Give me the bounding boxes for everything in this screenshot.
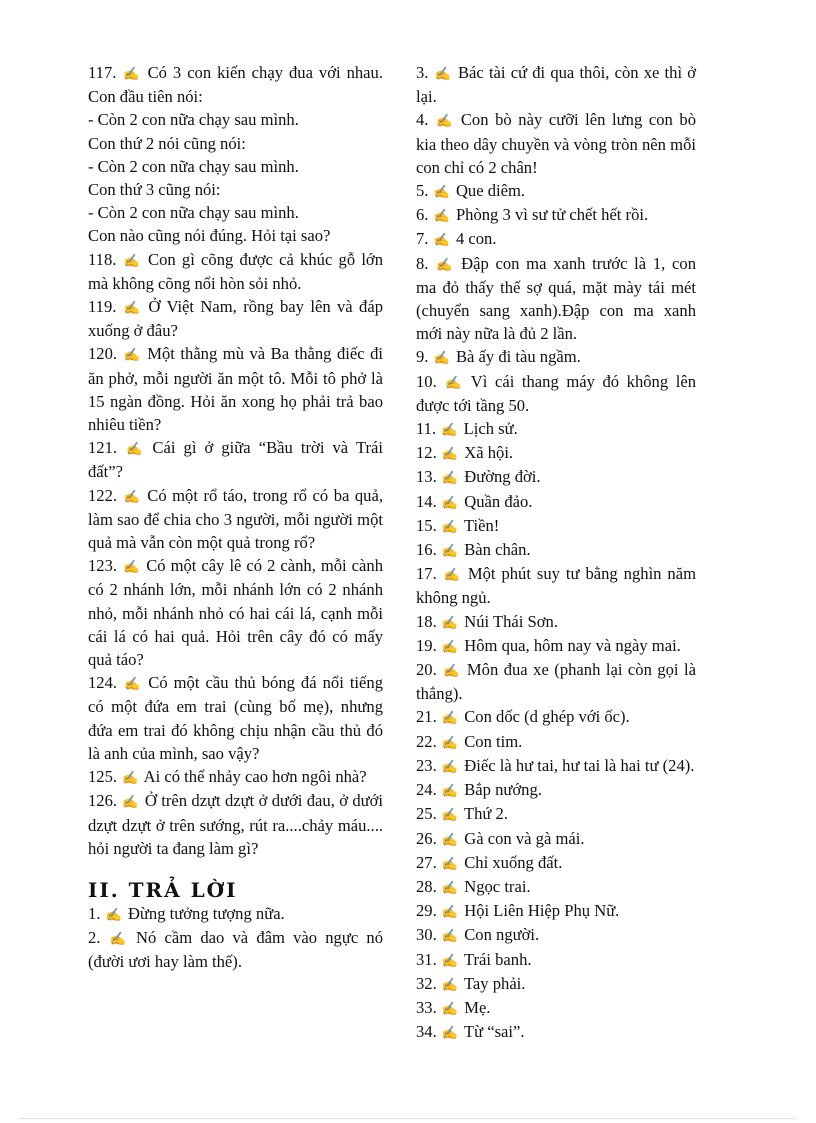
- item-number: 24.: [416, 780, 441, 800]
- item-text: Đập con ma xanh trước là 1, con ma đỏ thấy thế sợ quá, mặt mày tái mét (chuyển sang xanh).Đập con ma xanh mới này nữa là đủ 2 lần.: [416, 253, 697, 344]
- item-number: 3.: [416, 63, 434, 82]
- item-number: 5.: [416, 181, 433, 201]
- item-number: 31.: [416, 949, 441, 969]
- writing-hand-icon: ✍: [441, 904, 459, 920]
- question-list: [88, 61, 383, 860]
- item-text: Ở trên dzựt dzựt ở dưới đau, ở dưới dzựt dzựt ở trên sướng, rút ra....chảy máu.... hỏi người ta đang làm gì?: [88, 791, 383, 858]
- item-number: 29.: [416, 901, 441, 921]
- item-number: 20.: [416, 660, 443, 680]
- answer-item: [416, 827, 696, 851]
- item-text: Con người.: [464, 925, 540, 945]
- item-text: Ai có thể nhảy cao hơn ngôi nhà?: [143, 767, 367, 787]
- item-text: - Còn 2 con nữa chạy sau mình.: [88, 110, 299, 130]
- answer-item: [416, 417, 696, 441]
- question-item: [88, 155, 383, 178]
- item-number: 15.: [416, 515, 441, 535]
- question-item: [88, 765, 383, 789]
- writing-hand-icon: ✍: [443, 567, 460, 583]
- item-number: 12.: [416, 443, 441, 463]
- writing-hand-icon: ✍: [441, 422, 458, 438]
- item-text: Lịch sử.: [463, 419, 518, 439]
- answer-item: [416, 899, 696, 923]
- answer-item: [416, 778, 696, 802]
- question-item: [88, 484, 383, 555]
- writing-hand-icon: ✍: [441, 952, 459, 968]
- writing-hand-icon: ✍: [441, 758, 459, 774]
- writing-hand-icon: ✍: [441, 543, 459, 559]
- question-item: [88, 554, 383, 671]
- item-text: Ở Việt Nam, rồng bay lên và đáp xuống ở đâu?: [88, 297, 383, 341]
- answer-item: [416, 923, 696, 947]
- item-text: Nó cầm dao và đâm vào ngực nó (đười ươi hay làm thế).: [88, 928, 383, 972]
- item-text: Đường đời.: [464, 467, 541, 487]
- item-text: - Còn 2 con nữa chạy sau mình.: [88, 156, 299, 176]
- question-item: [88, 132, 383, 155]
- item-text: Gà con và gà mái.: [464, 828, 585, 848]
- writing-hand-icon: ✍: [433, 208, 450, 224]
- writing-hand-icon: ✍: [123, 300, 140, 316]
- answer-item: [416, 441, 696, 465]
- item-number: 9.: [416, 347, 433, 367]
- item-number: 122.: [88, 485, 123, 505]
- item-number: 125.: [88, 767, 122, 787]
- answer-item: [416, 345, 696, 369]
- writing-hand-icon: ✍: [126, 441, 143, 457]
- item-text: Có một rổ táo, trong rổ có ba quả, làm sao để chia cho 3 người, mỗi người một quả mà vẫn còn một quả trong rổ?: [88, 485, 383, 553]
- item-number: 22.: [416, 731, 441, 751]
- item-text: Xã hội.: [464, 443, 514, 463]
- item-number: 10.: [416, 371, 445, 391]
- writing-hand-icon: ✍: [441, 494, 459, 510]
- item-number: 30.: [416, 925, 441, 945]
- left-column: [88, 61, 383, 974]
- item-number: 26.: [416, 828, 441, 848]
- item-text: Hội Liên Hiệp Phụ Nữ.: [464, 901, 620, 921]
- item-text: Mẹ.: [464, 997, 491, 1017]
- item-number: 13.: [416, 467, 441, 487]
- writing-hand-icon: ✍: [433, 350, 450, 366]
- section-heading: II. TRẢ LỜI: [88, 877, 238, 902]
- writing-hand-icon: ✍: [441, 446, 459, 462]
- item-number: 119.: [88, 297, 123, 317]
- writing-hand-icon: ✍: [441, 879, 459, 895]
- writing-hand-icon: ✍: [441, 783, 459, 799]
- writing-hand-icon: ✍: [441, 734, 459, 750]
- answer-item: [416, 252, 696, 346]
- answer-item: [416, 108, 696, 179]
- item-text: Bàn chân.: [464, 540, 531, 560]
- item-number: 1.: [88, 903, 105, 923]
- writing-hand-icon: ✍: [441, 807, 459, 823]
- answer-item: [416, 538, 696, 562]
- item-text: Bác tài cứ đi qua thôi, còn xe thì ở lại.: [416, 63, 696, 107]
- writing-hand-icon: ✍: [443, 663, 460, 679]
- writing-hand-icon: ✍: [441, 928, 459, 944]
- question-item: [88, 178, 383, 201]
- writing-hand-icon: ✍: [441, 1025, 459, 1041]
- item-text: Ngọc trai.: [464, 876, 531, 896]
- item-text: Vì cái thang máy đó không lên được tới tầng 50.: [416, 371, 696, 415]
- page-bottom-rule: [20, 1118, 796, 1119]
- item-text: Núi Thái Sơn.: [464, 611, 558, 631]
- answer-item: [416, 179, 696, 203]
- item-text: Thứ 2.: [463, 804, 508, 824]
- item-text: Que diêm.: [455, 181, 526, 201]
- answer-item: [416, 514, 696, 538]
- item-text: Trái banh.: [463, 949, 532, 969]
- writing-hand-icon: ✍: [123, 66, 140, 81]
- writing-hand-icon: ✍: [433, 184, 450, 200]
- item-text: Có một cầu thủ bóng đá nổi tiếng có một đứa em trai (cùng bố mẹ), nhưng đứa em trai đó không chịu nhận cầu thủ đó là anh của mình, sao vậy?: [88, 673, 383, 763]
- item-text: Đừng tưởng tượng nữa.: [127, 903, 285, 923]
- item-text: Từ “sai”.: [463, 1022, 525, 1042]
- writing-hand-icon: ✍: [123, 252, 140, 268]
- writing-hand-icon: ✍: [441, 976, 459, 992]
- question-item: [88, 789, 383, 860]
- item-number: 14.: [416, 491, 441, 511]
- writing-hand-icon: ✍: [445, 374, 462, 390]
- item-number: 18.: [416, 611, 441, 631]
- item-text: Quần đảo.: [464, 491, 533, 511]
- item-text: Con nào cũng nói đúng. Hỏi tại sao?: [88, 226, 331, 246]
- item-text: Cái gì ở giữa “Bầu trời và Trái đất”?: [88, 438, 384, 482]
- answer-item: [88, 902, 383, 926]
- answer-item: [416, 851, 696, 875]
- answer-item: [416, 1020, 696, 1044]
- writing-hand-icon: ✍: [123, 347, 140, 363]
- answer-item: [416, 754, 696, 778]
- answer-item: [416, 705, 696, 729]
- item-text: Chỉ xuống đất.: [464, 852, 563, 872]
- writing-hand-icon: ✍: [123, 488, 140, 504]
- item-number: 6.: [416, 205, 433, 225]
- answer-item: [416, 802, 696, 826]
- item-text: Con tim.: [464, 731, 523, 751]
- item-text: Có 3 con kiến chạy đua với nhau. Con đầu tiên nói:: [88, 63, 383, 107]
- question-item: [88, 248, 383, 295]
- item-number: 118.: [88, 249, 123, 269]
- writing-hand-icon: ✍: [441, 855, 459, 871]
- item-number: 21.: [416, 707, 441, 727]
- answer-list: [416, 61, 696, 1044]
- item-number: 7.: [416, 229, 433, 249]
- answer-item: [416, 203, 696, 227]
- writing-hand-icon: ✍: [441, 518, 459, 534]
- writing-hand-icon: ✍: [441, 831, 459, 847]
- item-number: 27.: [416, 852, 441, 872]
- writing-hand-icon: ✍: [441, 1000, 459, 1016]
- answer-item: [416, 658, 696, 705]
- item-number: 126.: [88, 791, 122, 811]
- item-text: Phòng 3 vì sư tử chết hết rồi.: [455, 205, 649, 225]
- writing-hand-icon: ✍: [436, 113, 453, 129]
- item-number: 11.: [416, 419, 441, 439]
- item-number: 16.: [416, 540, 441, 560]
- answer-item: [416, 227, 696, 251]
- item-text: Con gì cõng được cả khúc gỗ lớn mà không cõng nổi hòn sỏi nhỏ.: [88, 249, 384, 293]
- writing-hand-icon: ✍: [441, 638, 459, 654]
- item-text: Con bò này cưỡi lên lưng con bò kia theo dây chuyền và vòng tròn nên mỗi con chỉ có 2 chân!: [416, 110, 696, 177]
- item-number: 4.: [416, 110, 436, 130]
- question-item: [88, 224, 383, 247]
- item-number: 19.: [416, 635, 441, 655]
- writing-hand-icon: ✍: [109, 931, 126, 947]
- item-text: Hôm qua, hôm nay và ngày mai.: [464, 635, 681, 655]
- writing-hand-icon: ✍: [441, 470, 459, 486]
- item-number: 2.: [88, 928, 109, 948]
- question-item: [88, 61, 383, 108]
- item-text: Môn đua xe (phanh lại còn gọi là thắng).: [416, 660, 696, 704]
- answer-item: [416, 370, 696, 417]
- question-item: [88, 108, 383, 131]
- writing-hand-icon: ✍: [105, 906, 122, 922]
- item-number: 32.: [416, 973, 441, 993]
- item-text: Con thứ 2 nói cũng nói:: [88, 133, 246, 153]
- item-text: Tiền!: [463, 515, 500, 535]
- question-item: [88, 201, 383, 224]
- item-text: Bắp nướng.: [464, 780, 542, 800]
- answer-item: [416, 972, 696, 996]
- item-number: 8.: [416, 253, 436, 273]
- answer-item: [416, 610, 696, 634]
- item-text: Có một cây lê có 2 cành, mỗi cành có 2 nhánh lớn, mỗi nhánh lớn có 2 nhánh nhỏ, mỗi nhánh nhỏ có hai cái lá, cạnh mỗi cái lá có hai quả. Hỏi trên cây đó có mấy quả táo?: [88, 556, 383, 670]
- item-text: Điếc là hư tai, hư tai là hai tư (24).: [464, 755, 695, 775]
- question-item: [88, 436, 383, 483]
- item-number: 117.: [88, 63, 123, 82]
- item-number: 23.: [416, 755, 441, 775]
- item-text: Tay phải.: [463, 973, 526, 993]
- item-text: - Còn 2 con nữa chạy sau mình.: [88, 203, 299, 223]
- question-item: [88, 342, 383, 436]
- answer-item: [416, 875, 696, 899]
- answer-item: [416, 634, 696, 658]
- item-number: 121.: [88, 438, 126, 458]
- answer-item: [416, 948, 696, 972]
- writing-hand-icon: ✍: [441, 710, 459, 726]
- writing-hand-icon: ✍: [123, 559, 140, 575]
- answer-item: [416, 730, 696, 754]
- answer-item: [416, 490, 696, 514]
- item-text: Một thằng mù và Ba thằng điếc đi ăn phở, mỗi người ăn một tô. Mỗi tô phở là 15 ngàn đồng. Hỏi ăn xong họ phải trả bao nhiêu tiền?: [88, 344, 384, 435]
- answer-item: [416, 61, 696, 108]
- item-number: 124.: [88, 673, 124, 693]
- writing-hand-icon: ✍: [441, 614, 459, 630]
- item-text: Một phút suy tư bằng nghìn năm không ngủ.: [416, 564, 696, 608]
- writing-hand-icon: ✍: [122, 794, 139, 810]
- item-number: 34.: [416, 1022, 441, 1042]
- writing-hand-icon: ✍: [434, 66, 451, 81]
- answer-item: [88, 926, 383, 973]
- item-number: 123.: [88, 556, 123, 576]
- item-number: 17.: [416, 564, 443, 584]
- answer-item: [416, 996, 696, 1020]
- item-text: Con dốc (d ghép với ốc).: [464, 707, 630, 727]
- item-number: 33.: [416, 997, 441, 1017]
- question-item: [88, 671, 383, 765]
- item-text: Con thứ 3 cũng nói:: [88, 180, 221, 200]
- writing-hand-icon: ✍: [433, 232, 450, 248]
- item-text: Bà ấy đi tàu ngầm.: [455, 347, 581, 367]
- answer-item: [416, 562, 696, 609]
- writing-hand-icon: ✍: [122, 770, 139, 786]
- answer-item: [416, 465, 696, 489]
- answer-list-start: [88, 902, 383, 974]
- item-number: 28.: [416, 876, 441, 896]
- right-column: [416, 61, 696, 1044]
- item-number: 25.: [416, 804, 441, 824]
- writing-hand-icon: ✍: [124, 676, 141, 692]
- writing-hand-icon: ✍: [436, 256, 453, 272]
- item-text: 4 con.: [455, 229, 497, 249]
- question-item: [88, 295, 383, 342]
- item-number: 120.: [88, 344, 123, 364]
